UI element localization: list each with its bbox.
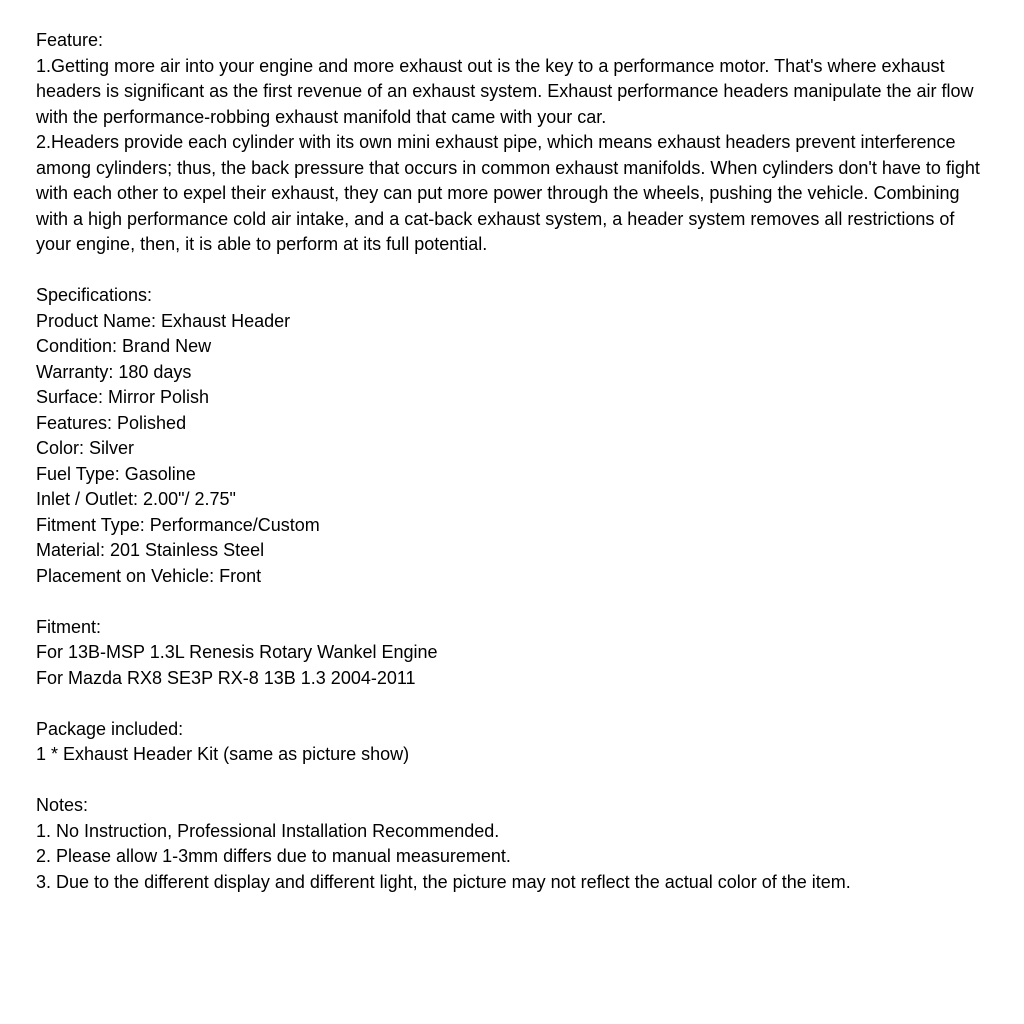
section bbox=[36, 717, 992, 768]
section-heading: Specifications: bbox=[36, 285, 153, 305]
section-heading: Fitment: bbox=[36, 616, 102, 637]
section-line: Inlet / Outlet: 2.00"/ 2.75" bbox=[36, 489, 236, 509]
section-heading: Notes: bbox=[36, 795, 89, 815]
document-body bbox=[36, 28, 992, 895]
section bbox=[36, 793, 992, 895]
section-line: Placement on Vehicle: Front bbox=[36, 565, 262, 586]
section-line: 2.Headers provide each cylinder with its own mini exhaust pipe, which means exhaust headers prevent interference among cylinders; thus, the back pressure that occurs in common exhaust manifolds. When cylinders don't have to fight with each other to expel their exhaust, they can put more power through the wheels, pushing the vehicle. Combining with a high performance cold air intake, and a cat-back exhaust system, a header system removes all restrictions of your engine, then, it is able to perform at its full potential. bbox=[36, 132, 980, 254]
section-line: Surface: Mirror Polish bbox=[36, 387, 210, 407]
section-line: Fitment Type: Performance/Custom bbox=[36, 514, 320, 535]
section-heading: Package included: bbox=[36, 718, 184, 739]
section bbox=[36, 283, 992, 589]
section-line: For 13B-MSP 1.3L Renesis Rotary Wankel Engine bbox=[36, 642, 438, 662]
section bbox=[36, 615, 992, 692]
section-line: Color: Silver bbox=[36, 438, 135, 458]
section-line: Condition: Brand New bbox=[36, 336, 212, 356]
section-line: Material: 201 Stainless Steel bbox=[36, 540, 265, 560]
section-line: Product Name: Exhaust Header bbox=[36, 310, 291, 331]
section-line: Features: Polished bbox=[36, 412, 187, 433]
section-line: 1. No Instruction, Professional Installation Recommended. bbox=[36, 820, 500, 841]
section-line: 1 * Exhaust Header Kit (same as picture show) bbox=[36, 744, 410, 764]
section-heading: Feature: bbox=[36, 30, 104, 50]
section-line: Fuel Type: Gasoline bbox=[36, 463, 196, 484]
section-line: 1.Getting more air into your engine and more exhaust out is the key to a performance motor. That's where exhaust headers is significant as the first revenue of an exhaust system. Exhaust performance headers manipulate the air flow with the performance-robbing exhaust manifold that came with your car. bbox=[36, 55, 974, 127]
section-line: 2. Please allow 1-3mm differs due to manual measurement. bbox=[36, 846, 511, 866]
section-line: Warranty: 180 days bbox=[36, 361, 192, 382]
section bbox=[36, 28, 992, 258]
section-line: For Mazda RX8 SE3P RX-8 13B 1.3 2004-2011 bbox=[36, 667, 416, 688]
section-line: 3. Due to the different display and different light, the picture may not reflect the actual color of the item. bbox=[36, 871, 851, 892]
